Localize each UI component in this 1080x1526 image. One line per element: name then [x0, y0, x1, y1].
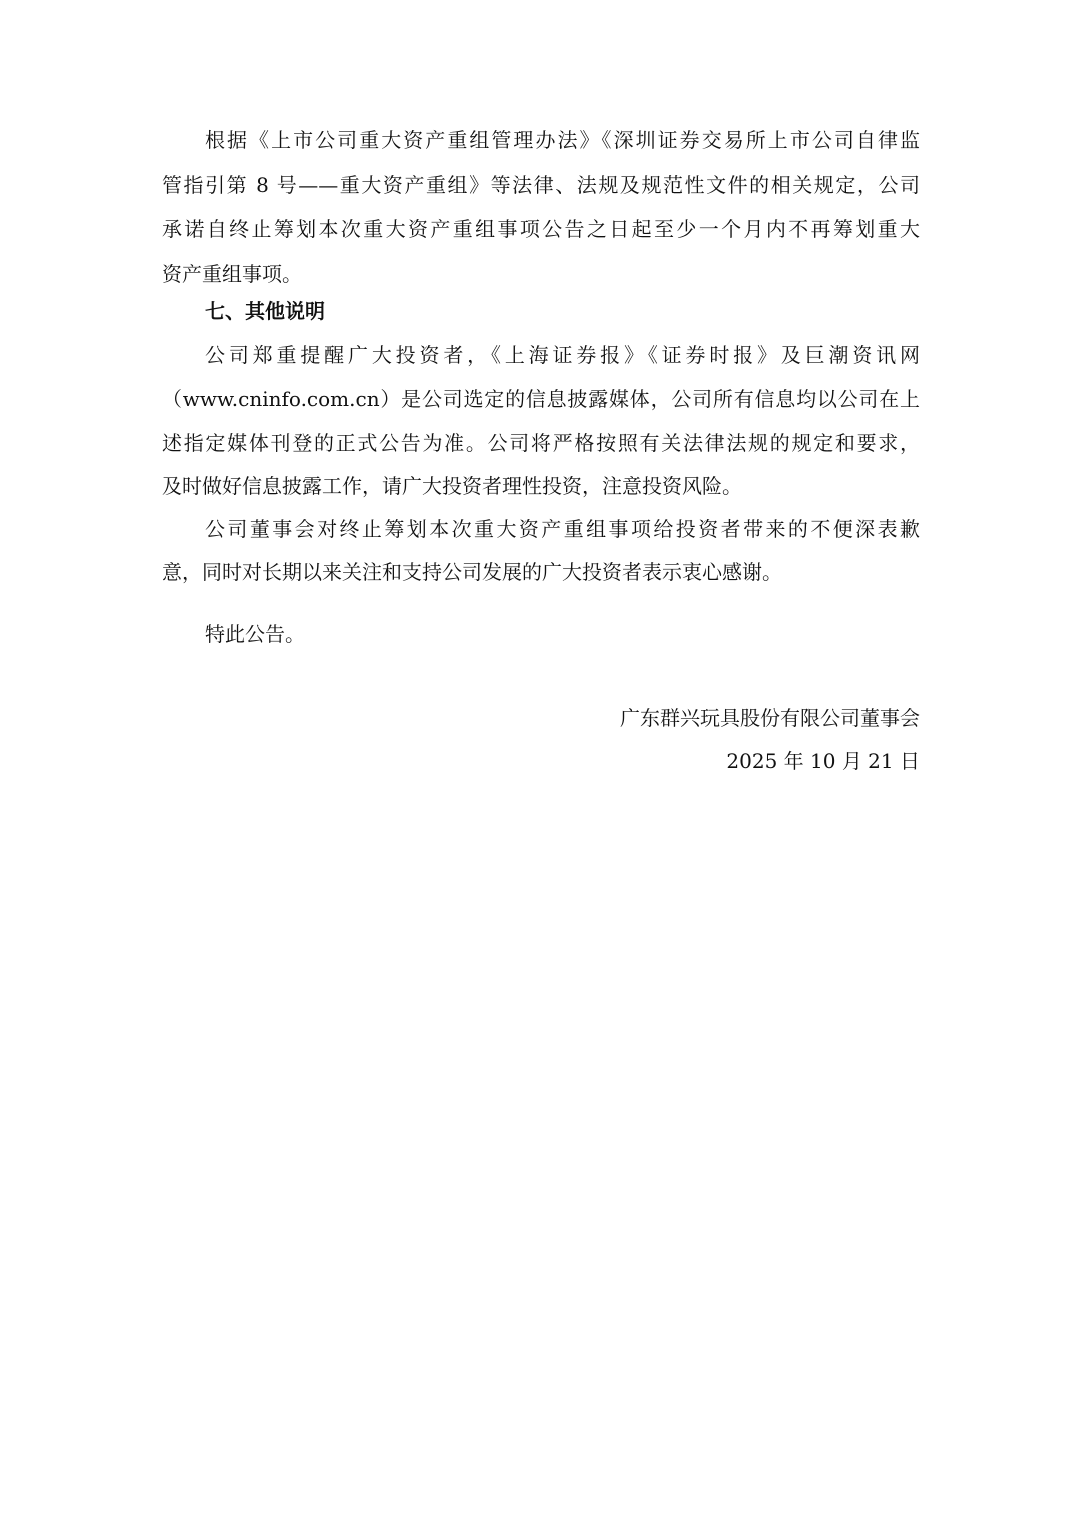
paragraph-1-line-2: 管指引第 8 号——重大资产重组》等法律、法规及规范性文件的相关规定，公司	[162, 173, 920, 197]
paragraph-2-line-1: 公司郑重提醒广大投资者，《上海证券报》《证券时报》及巨潮资讯网	[205, 343, 920, 367]
paragraph-3-line-1: 公司董事会对终止筹划本次重大资产重组事项给投资者带来的不便深表歉	[205, 517, 920, 541]
paragraph-1-line-1: 根据《上市公司重大资产重组管理办法》《深圳证券交易所上市公司自律监	[205, 128, 920, 152]
paragraph-2-line-4: 及时做好信息披露工作，请广大投资者理性投资，注意投资风险。	[162, 474, 742, 498]
closing-statement: 特此公告。	[205, 622, 305, 646]
paragraph-2-line-3: 述指定媒体刊登的正式公告为准。公司将严格按照有关法律法规的规定和要求，	[162, 431, 920, 455]
section-heading: 七、其他说明	[205, 299, 325, 323]
paragraph-3-line-2: 意，同时对长期以来关注和支持公司发展的广大投资者表示衷心感谢。	[162, 560, 782, 584]
paragraph-1-line-3: 承诺自终止筹划本次重大资产重组事项公告之日起至少一个月内不再筹划重大	[162, 217, 920, 241]
paragraph-2-line-2: （www.cninfo.com.cn）是公司选定的信息披露媒体，公司所有信息均以公司在上	[162, 387, 920, 411]
signature-company: 广东群兴玩具股份有限公司董事会	[620, 706, 920, 730]
paragraph-1-line-4: 资产重组事项。	[162, 262, 302, 286]
signature-date: 2025 年 10 月 21 日	[726, 749, 920, 773]
